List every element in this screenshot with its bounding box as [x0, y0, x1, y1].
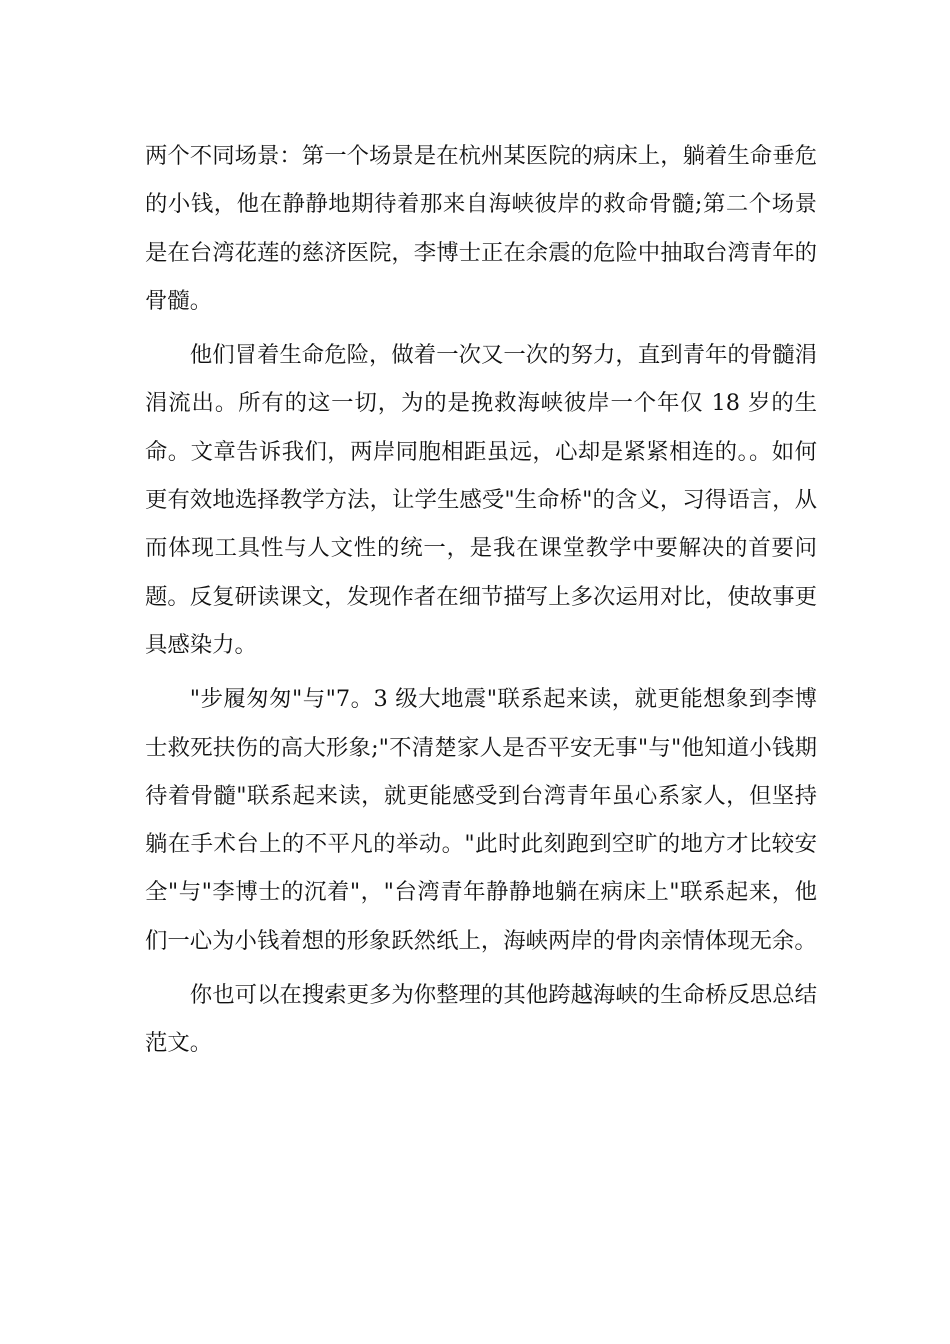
paragraph-2: 他们冒着生命危险，做着一次又一次的努力，直到青年的骨髓涓涓流出。所有的这一切，为的是挽救海峡彼岸一个年仅 18 岁的生命。文章告诉我们，两岸同胞相距虽远，心却是紧紧相连的。。如何更有效地选择教学方法，让学生感受"生命桥"的含义，习得语言，从而体现工具性与人文性的统一，是我在课堂教学中要解决的首要问题。反复研读课文，发现作者在细节描写上多次运用对比，使故事更具感染力。: [145, 342, 817, 658]
paragraph-1: 两个不同场景：第一个场景是在杭州某医院的病床上，躺着生命垂危的小钱，他在静静地期待着那来自海峡彼岸的救命骨髓;第二个场景是在台湾花莲的慈济医院，李博士正在余震的危险中抽取台湾青年的骨髓。: [145, 143, 817, 314]
document-body: [145, 132, 817, 1074]
paragraph-3: "步履匆匆"与"7。3 级大地震"联系起来读，就更能想象到李博士救死扶伤的高大形象;"不清楚家人是否平安无事"与"他知道小钱期待着骨髓"联系起来读，就更能感受到台湾青年虽心系家人，但坚持躺在手术台上的不平凡的举动。"此时此刻跑到空旷的地方才比较安全"与"李博士的沉着"，"台湾青年静静地躺在病床上"联系起来，他们一心为小钱着想的形象跃然纸上，海峡两岸的骨肉亲情体现无余。: [145, 686, 817, 954]
paragraph-4: 你也可以在搜索更多为你整理的其他跨越海峡的生命桥反思总结范文。: [145, 982, 817, 1057]
